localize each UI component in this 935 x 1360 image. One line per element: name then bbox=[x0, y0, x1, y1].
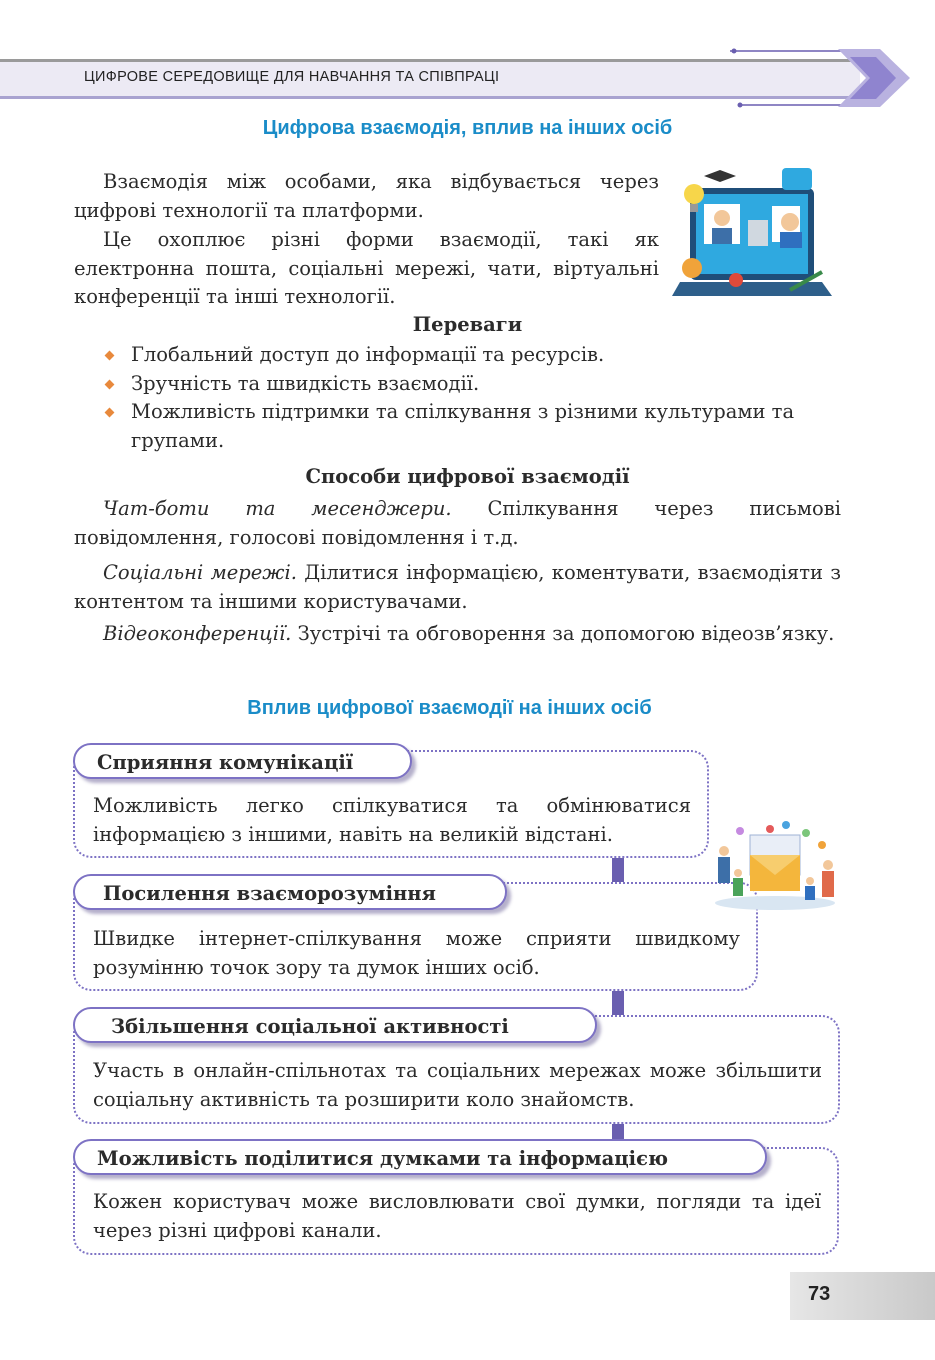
impact-card-title: Посилення взаєморозуміння bbox=[73, 874, 507, 910]
diamond-bullet-icon bbox=[105, 351, 115, 361]
impact-card-title: Можливість поділитися думками та інформацією bbox=[73, 1139, 767, 1175]
section-title-impact: Вплив цифрової взаємодії на інших осіб bbox=[247, 697, 652, 719]
impact-card-title: Сприяння комунікації bbox=[73, 743, 412, 779]
impact-card-title: Збільшення соціальної активності bbox=[73, 1007, 597, 1043]
impact-card-text: Швидке інтернет-спілкування може сприяти швидкому розумінню точок зору та думок інших осіб. bbox=[93, 927, 740, 979]
online-communication-illustration bbox=[710, 815, 840, 913]
advantage-item: Можливість підтримки та спілкування з різними культурами та групами. bbox=[103, 398, 843, 455]
advantages-heading: Переваги bbox=[412, 313, 523, 336]
header-arrow-decoration bbox=[720, 43, 920, 113]
section-title-digital-interaction: Цифрова взаємодія, вплив на інших осіб bbox=[262, 117, 673, 139]
intro-paragraph-1: Взаємодія між особами, яка відбувається через цифрові технології та платформи. bbox=[74, 170, 659, 222]
intro-paragraph-2: Це охоплює різні форми взаємодії, такі як електронна пошта, соціальні мережі, чати, віртуальні конференції та інші технології. bbox=[74, 228, 659, 308]
advantage-item: Глобальний доступ до інформації та ресурсів. bbox=[103, 341, 843, 370]
methods-heading: Способи цифрової взаємодії bbox=[305, 465, 630, 488]
running-header bbox=[0, 55, 935, 107]
page-number: 73 bbox=[808, 1283, 831, 1305]
method-paragraph: Відеоконференції. Зустрічі та обговорення за допомогою відеозв’язку. bbox=[103, 622, 835, 645]
method-paragraph: Чат-боти та месенджери. Спілкування через письмові повідомлення, голосові повідомлення і т.д. bbox=[74, 497, 841, 549]
impact-card-text: Участь в онлайн-спільнотах та соціальних мережах може збільшити соціальну активність та розширити коло знайомств. bbox=[93, 1059, 822, 1111]
advantages-list bbox=[103, 341, 843, 455]
impact-card-text: Кожен користувач може висловлювати свої думки, погляди та ідеї через різні цифрові канали. bbox=[93, 1190, 821, 1242]
advantage-item: Зручність та швидкість взаємодії. bbox=[103, 370, 843, 399]
header-title: ЦИФРОВЕ СЕРЕДОВИЩЕ ДЛЯ НАВЧАННЯ ТА СПІВПРАЦІ bbox=[84, 69, 500, 85]
impact-card-text: Можливість легко спілкуватися та обмінюватися інформацією з іншими, навіть на великій відстані. bbox=[93, 794, 691, 846]
diamond-bullet-icon bbox=[105, 379, 115, 389]
method-paragraph: Соціальні мережі. Ділитися інформацією, коментувати, взаємодіяти з контентом та іншими користувачами. bbox=[74, 561, 841, 613]
diamond-bullet-icon bbox=[105, 408, 115, 418]
laptop-education-illustration bbox=[672, 160, 832, 300]
